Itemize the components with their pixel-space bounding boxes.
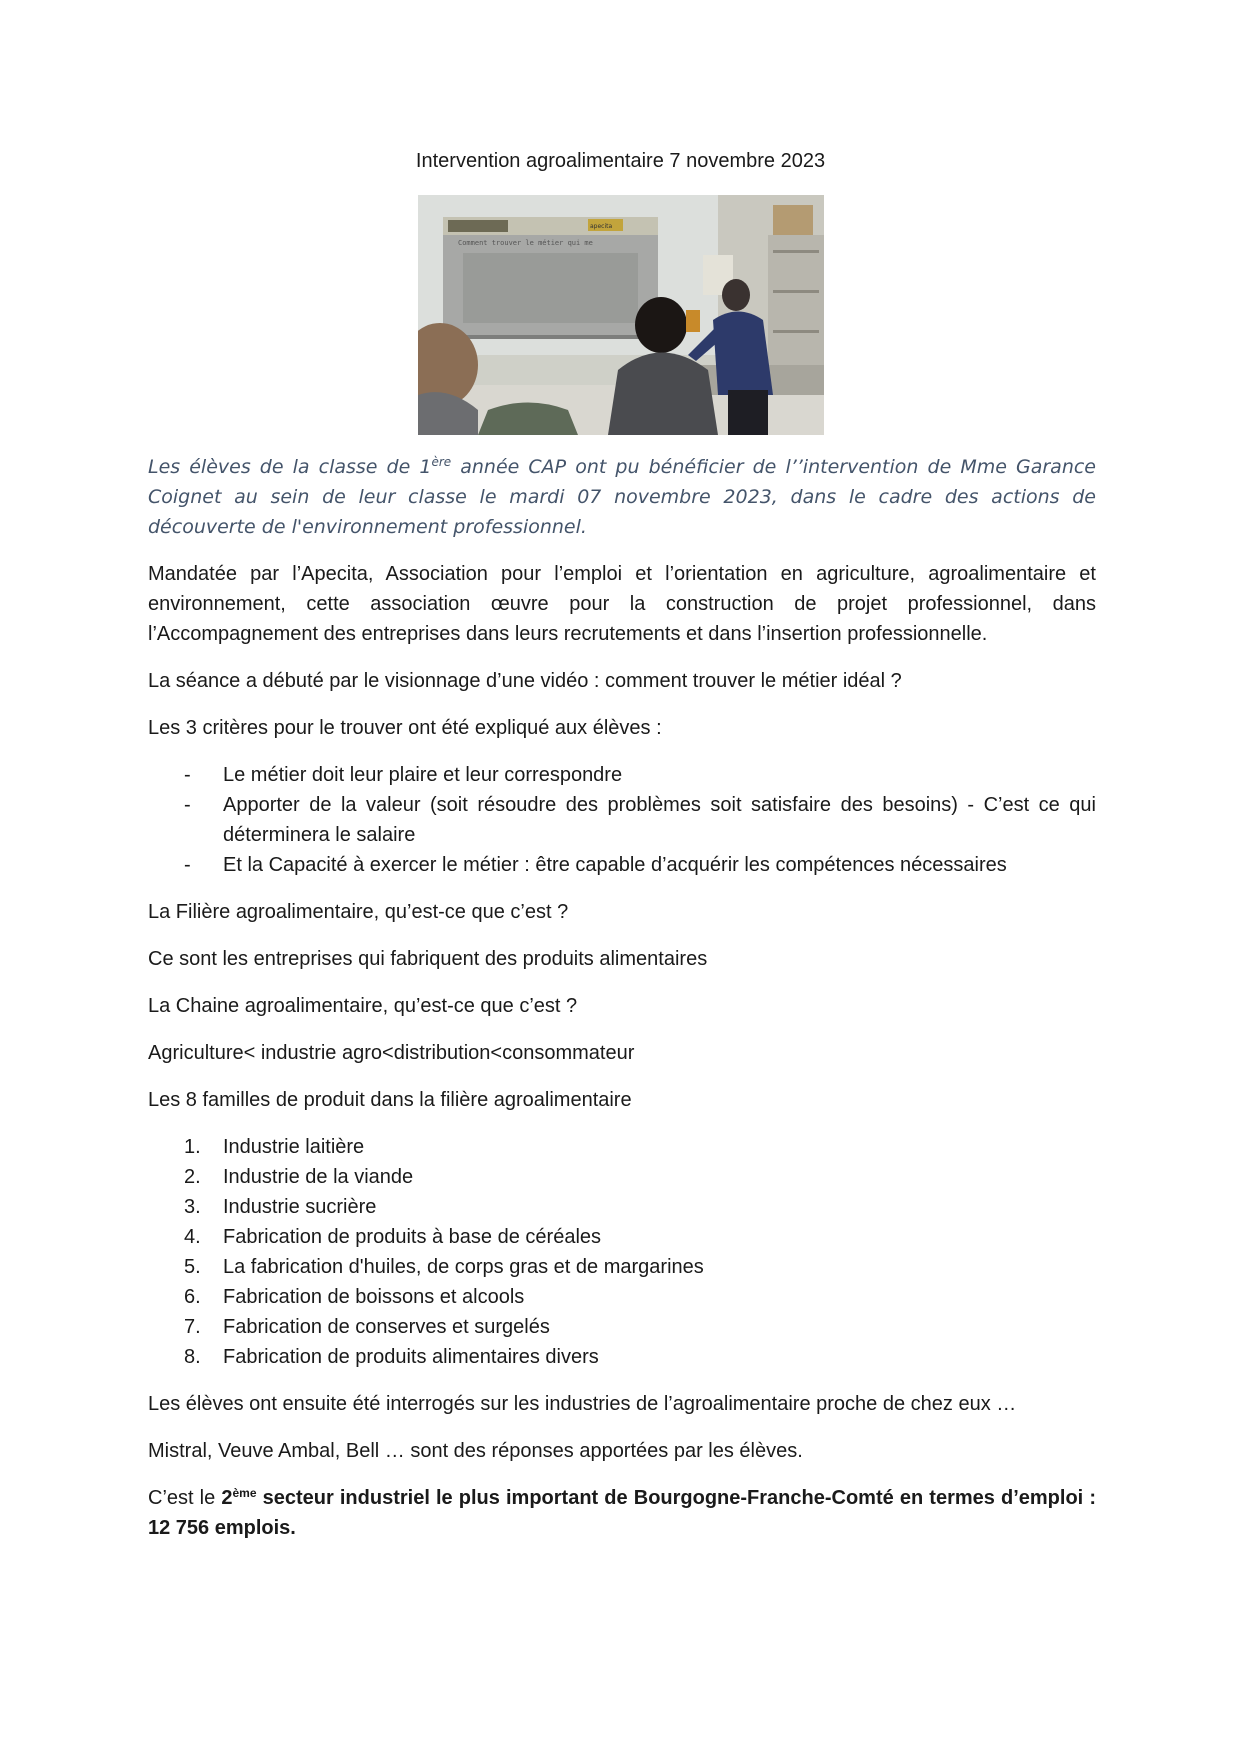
document-body xyxy=(148,452,1096,1560)
list-item: 2. Industrie de la viande xyxy=(184,1166,414,1188)
paragraph-interroges: Les élèves ont ensuite été interrogés sur les industries de l’agroalimentaire proche de chez eux … xyxy=(148,1393,1017,1415)
classroom-photo xyxy=(418,195,824,435)
list-item: 5. La fabrication d'huiles, de corps gras et de margarines xyxy=(184,1256,704,1278)
intro-paragraph: Les élèves de la classe de 1ère année CAP ont pu bénéficier de l’’intervention de Mme Garance Coignet au sein de leur classe le mardi 07 novembre 2023, dans le cadre des actions de découverte de l'environnement professionnel. xyxy=(148,455,1096,538)
list-item: 6. Fabrication de boissons et alcools xyxy=(184,1286,525,1308)
paragraph-chaine-question: La Chaine agroalimentaire, qu’est-ce que c’est ? xyxy=(148,995,578,1017)
paragraph-chaine-answer: Agriculture< industrie agro<distribution<consommateur xyxy=(148,1042,635,1064)
familles-list xyxy=(148,1132,1096,1372)
list-item: - Apporter de la valeur (soit résoudre des problèmes soit satisfaire des besoins) - C’est ce qui déterminera le salaire xyxy=(184,794,1096,846)
paragraph-video: La séance a débuté par le visionnage d’une vidéo : comment trouver le métier idéal ? xyxy=(148,670,902,692)
list-item: - Et la Capacité à exercer le métier : être capable d’acquérir les compétences nécessaires xyxy=(184,854,1007,876)
criteria-list xyxy=(148,760,1096,880)
projected-screen-text: Comment trouver le métier qui me xyxy=(458,239,593,247)
paragraph-filiere-answer: Ce sont les entreprises qui fabriquent des produits alimentaires xyxy=(148,948,708,970)
paragraph-conclusion: C’est le 2ème secteur industriel le plus important de Bourgogne-Franche-Comté en termes d’emploi : 12 756 emplois. xyxy=(148,1486,1096,1539)
list-item: 7. Fabrication de conserves et surgelés xyxy=(184,1316,550,1338)
list-item: 3. Industrie sucrière xyxy=(184,1196,377,1218)
paragraph-filiere-question: La Filière agroalimentaire, qu’est-ce que c’est ? xyxy=(148,901,569,923)
paragraph-reponses: Mistral, Veuve Ambal, Bell … sont des réponses apportées par les élèves. xyxy=(148,1440,803,1462)
document-title: Intervention agroalimentaire 7 novembre 2023 xyxy=(415,150,826,172)
apecita-logo-text: apecita xyxy=(590,223,613,230)
list-item: 1. Industrie laitière xyxy=(184,1136,365,1158)
list-item: - Le métier doit leur plaire et leur correspondre xyxy=(184,764,623,786)
paragraph-familles-intro: Les 8 familles de produit dans la filière agroalimentaire xyxy=(148,1089,632,1111)
paragraph-mandate: Mandatée par l’Apecita, Association pour l’emploi et l’orientation en agriculture, agroalimentaire et environnement, cette association œuvre pour la construction de projet professionnel, dans l’Accompagnement des entreprises dans leurs recrutements et dans l’insertion professionnelle. xyxy=(148,563,1096,645)
list-item: 8. Fabrication de produits alimentaires divers xyxy=(184,1346,599,1368)
list-item: 4. Fabrication de produits à base de céréales xyxy=(184,1226,602,1248)
paragraph-criteria-intro: Les 3 critères pour le trouver ont été expliqué aux élèves : xyxy=(148,717,662,739)
